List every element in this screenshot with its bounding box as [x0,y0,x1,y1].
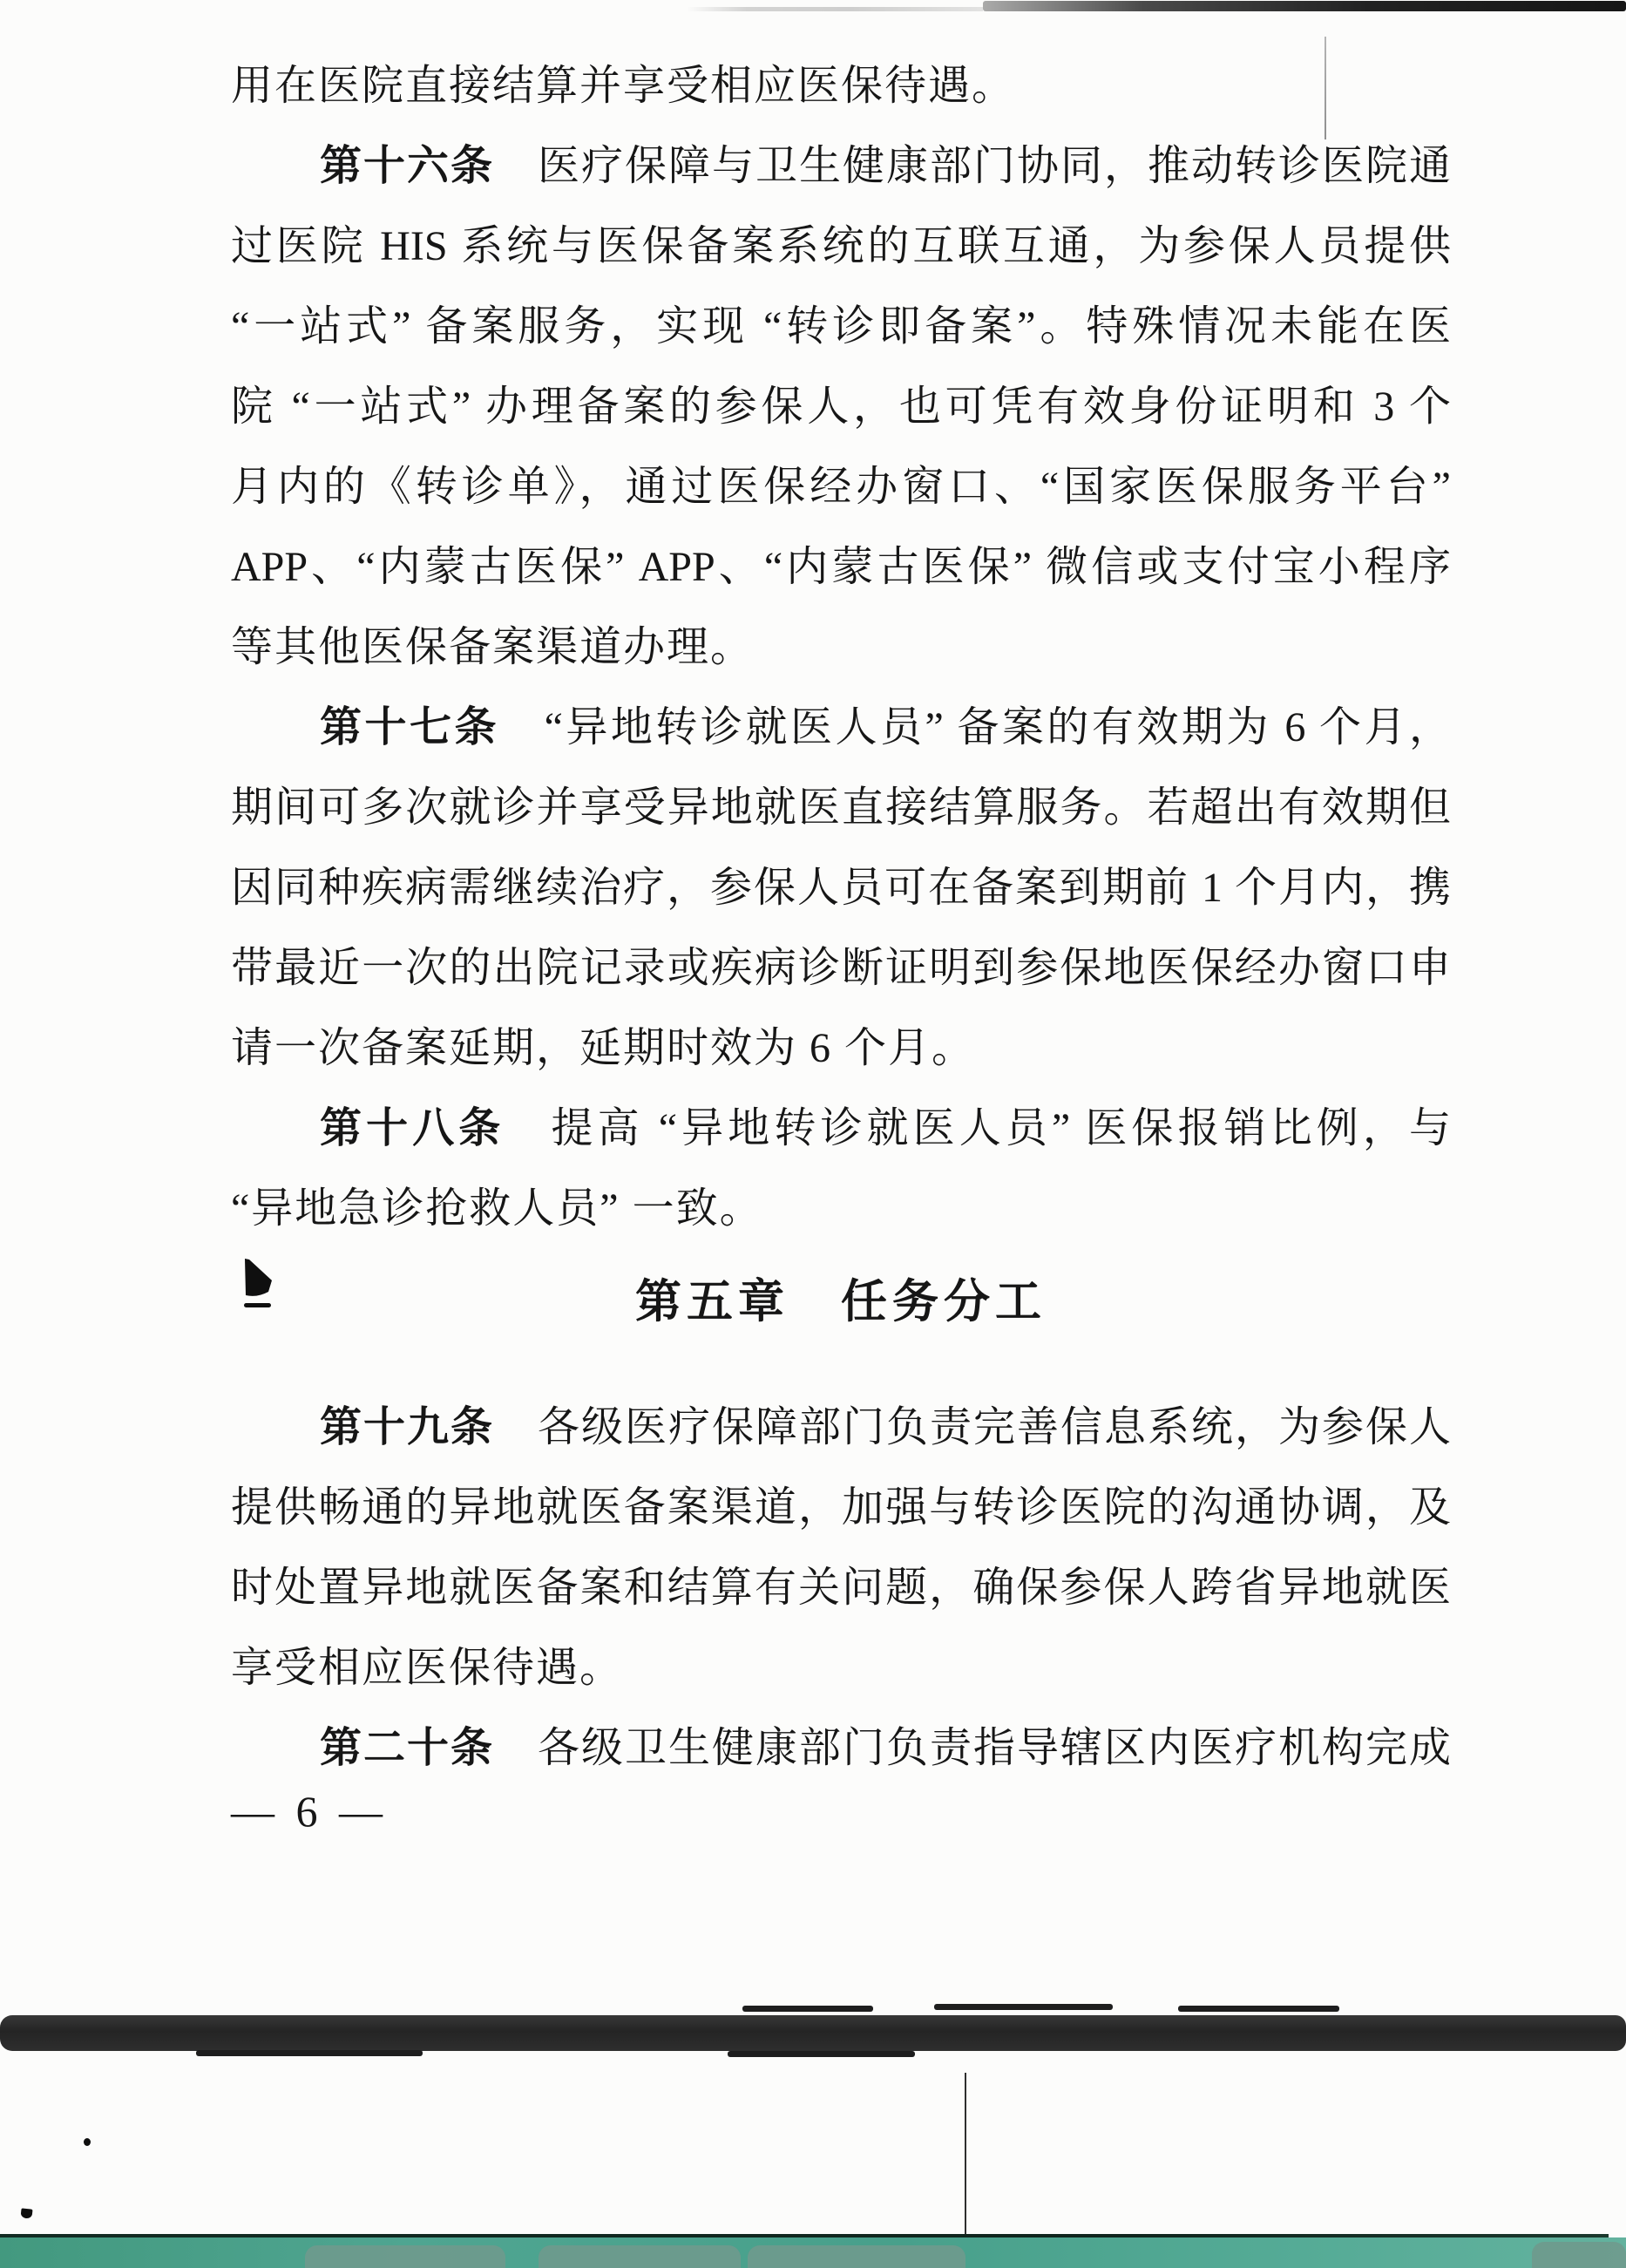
article-number: 第十八条 [320,1105,505,1151]
text-line: 用在医院直接结算并享受相应医保待遇。 [231,63,1016,109]
text-line: 等其他医保备案渠道办理。 [231,624,755,670]
scan-artifact-top-faint-line [687,7,983,11]
page-number: — 6 — [231,1787,388,1836]
text-line: 享受相应医保待遇。 [231,1645,624,1691]
ink-speck [20,2208,32,2218]
text-line: 第十七条 “异地转诊就医人员” 备案的有效期为 6 个月， [320,704,1451,750]
scan-artifact-bar-tick [728,2051,915,2057]
scanner-strip-shadow-blob [1532,2242,1626,2268]
text-line: 第十六条 医疗保障与卫生健康部门协同，推动转诊医院通 [320,143,1451,189]
text-line: 第十九条 各级医疗保障部门负责完善信息系统，为参保人 [320,1404,1451,1450]
scan-artifact-top-dark-line [983,1,1626,11]
scan-artifact-bar-tick [196,2050,423,2056]
ink-flag-mark [242,1259,277,1317]
text-line: 时处置异地就医备案和结算有关问题，确保参保人跨省异地就医 [231,1565,1451,1611]
article-number: 第十九条 [320,1404,494,1450]
text-line: 请一次备案延期，延期时效为 6 个月。 [231,1025,976,1071]
scan-artifact-bar-tick [742,2006,873,2012]
text-line: 月内的《转诊单》，通过医保经办窗口、“国家医保服务平台” [231,464,1451,510]
scan-artifact-bar-tick [934,2004,1113,2010]
text-line: 过医院 HIS 系统与医保备案系统的互联互通，为参保人员提供 [231,223,1451,269]
scanner-strip-shadow-blob [748,2245,965,2268]
ink-flag-icon [242,1259,277,1313]
scan-artifact-vertical-crease [965,2073,966,2242]
text-line: 提供畅通的异地就医备案渠道，加强与转诊医院的沟通协调，及 [231,1484,1451,1531]
text-line: “一站式” 备案服务，实现 “转诊即备案”。特殊情况未能在医 [231,303,1451,350]
article-number: 第十七条 [320,704,500,750]
document-body [231,46,1451,1851]
text-line: 期间可多次就诊并享受异地就医直接结算服务。若超出有效期但 [231,784,1451,831]
text-line: 第十八条 提高 “异地转诊就医人员” 医保报销比例，与 [320,1105,1451,1151]
ink-speck [84,2138,91,2146]
scanner-strip-shadow-blob [539,2245,741,2268]
text-line: 带最近一次的出院记录或疾病诊断证明到参保地医保经办窗口申 [231,945,1451,991]
text-line: 院 “一站式” 办理备案的参保人，也可凭有效身份证明和 3 个 [231,384,1451,430]
scanner-background-strip [0,2237,1626,2268]
article-number: 第十六条 [320,143,494,189]
scanner-strip-shadow-blob [305,2245,505,2268]
chapter-heading: 第五章 任务分工 [635,1277,1047,1328]
scan-artifact-bar-tick [1178,2006,1339,2012]
text-line: “异地急诊抢救人员” 一致。 [231,1185,763,1232]
scan-artifact-black-bar [0,2015,1626,2051]
text-line: 因同种疾病需继续治疗，参保人员可在备案到期前 1 个月内，携 [231,865,1451,911]
article-number: 第二十条 [320,1725,494,1771]
text-line: APP、“内蒙古医保” APP、“内蒙古医保” 微信或支付宝小程序 [231,544,1451,590]
text-line: 第二十条 各级卫生健康部门负责指导辖区内医疗机构完成 [320,1725,1451,1771]
